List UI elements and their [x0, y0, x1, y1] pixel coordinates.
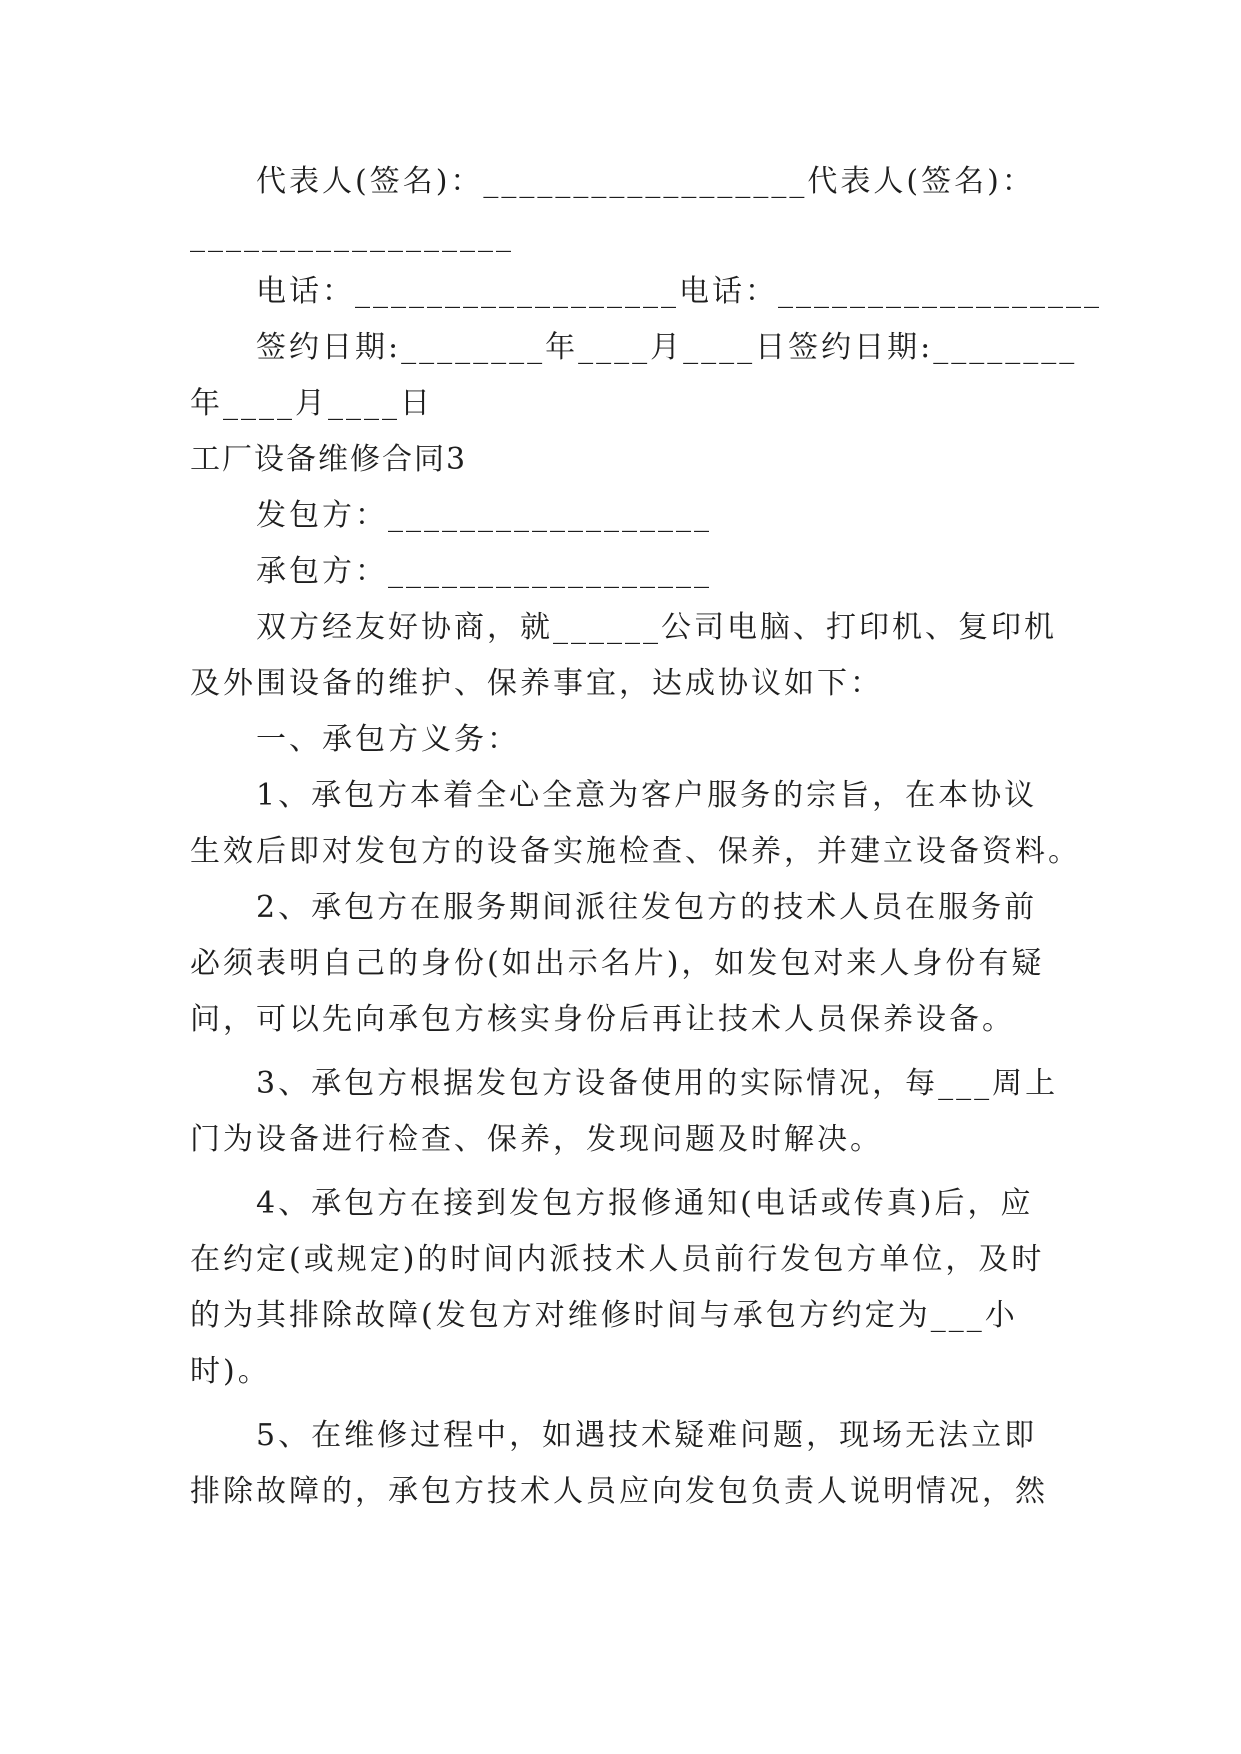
clause-2-line: 问，可以先向承包方核实身份后再让技术人员保养设备。	[190, 1002, 1015, 1037]
clause-4-line: 时)。	[190, 1354, 271, 1389]
clause-3-line: 门为设备进行检查、保养，发现问题及时解决。	[190, 1122, 883, 1157]
clause-4-line: 的为其排除故障(发包方对维修时间与承包方约定为___小	[190, 1298, 1018, 1333]
employer-line: 发包方：__________________	[256, 498, 712, 533]
clause-5-line: 5、在维修过程中，如遇技术疑难问题，现场无法立即	[256, 1418, 1038, 1453]
signature-line-continued: __________________	[190, 218, 514, 253]
contract-title: 工厂设备维修合同3	[190, 442, 468, 477]
clause-1-line: 生效后即对发包方的设备实施检查、保养，并建立设备资料。	[190, 834, 1081, 869]
contractor-line: 承包方：__________________	[256, 554, 712, 589]
signature-line-representative: 代表人(签名)：__________________代表人(签名)：	[256, 164, 1035, 199]
document-body	[190, 154, 1102, 1520]
clause-4-line: 在约定(或规定)的时间内派技术人员前行发包方单位，及时	[190, 1242, 1045, 1277]
intro-paragraph-line: 及外围设备的维护、保养事宜，达成协议如下：	[190, 666, 883, 701]
section-heading: 一、承包方义务：	[256, 722, 520, 757]
phone-line: 电话：__________________电话：__________________	[256, 274, 1102, 309]
clause-2-line: 2、承包方在服务期间派往发包方的技术人员在服务前	[256, 890, 1038, 925]
clause-4-line: 4、承包方在接到发包方报修通知(电话或传真)后，应	[256, 1186, 1034, 1221]
clause-1-line: 1、承包方本着全心全意为客户服务的宗旨，在本协议	[256, 778, 1038, 813]
clause-2-line: 必须表明自己的身份(如出示名片)，如发包对来人身份有疑	[190, 946, 1045, 981]
clause-3-line: 3、承包方根据发包方设备使用的实际情况，每___周上	[256, 1066, 1059, 1101]
signing-date-line-continued: 年____月____日	[190, 386, 433, 421]
signing-date-line: 签约日期:________年____月____日签约日期:________	[256, 330, 1078, 365]
clause-5-line: 排除故障的，承包方技术人员应向发包负责人说明情况，然	[190, 1474, 1048, 1509]
intro-paragraph-line: 双方经友好协商，就______公司电脑、打印机、复印机	[256, 610, 1057, 645]
